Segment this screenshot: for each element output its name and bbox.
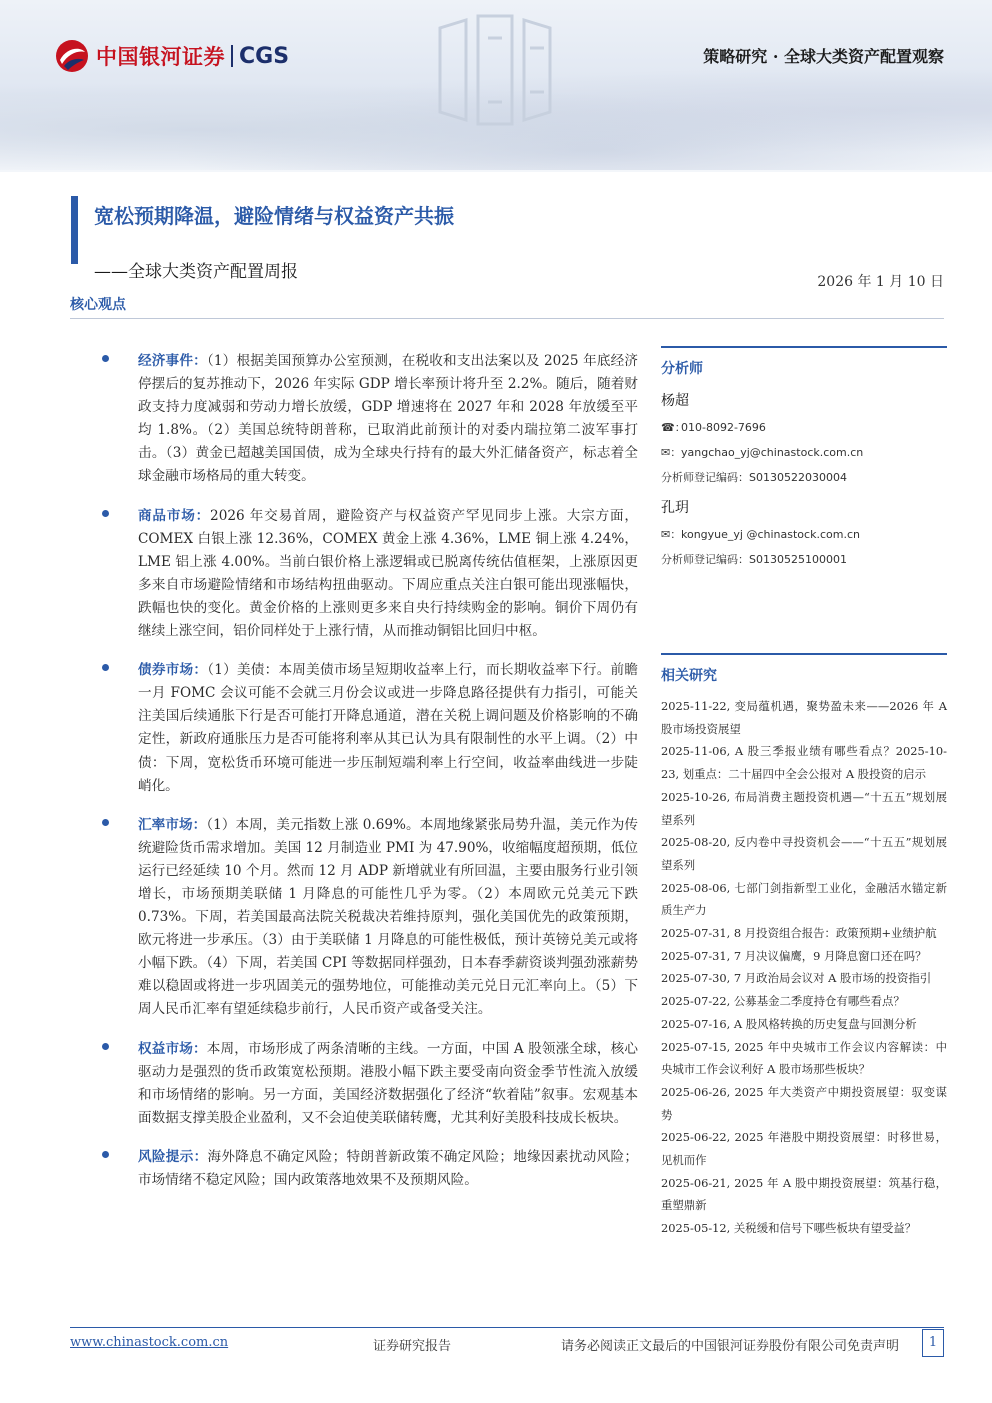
bullet-dot-icon	[102, 1151, 109, 1158]
research-item[interactable]: 2025-11-22, 变局蕴机遇，聚势盈未来——2026 年 A 股市场投资展望	[661, 699, 947, 736]
core-views-label: 核心观点	[70, 297, 126, 313]
research-item[interactable]: 2025-07-22, 公募基金二季度持仓有哪些看点？	[661, 994, 905, 1009]
analyst-reg-label: 分析师登记编码：	[661, 553, 749, 566]
analyst-email[interactable]: kongyue_yj @chinastock.com.cn	[681, 527, 860, 541]
bullet-text: 2026 年交易首周，避险资产与权益资产罕见同步上涨。大宗方面，COMEX 白银上涨 12.36%，COMEX 黄金上涨 4.36%，LME 铜上涨 4.24%，LME 铝上涨 4.00%。当前白银价格上涨逻辑或已脱离传统估值框架，上涨原因更多来自市场避险情绪和市场结构扭曲驱动。下周应重点关注白银可能出现涨幅快，跌幅也快的变化。黄金价格的上涨则更多来自央行持续购金的影响。铜价下周仍有继续上涨空间，铝价同样处于上涨行情，从而推动铜铝比回归中枢。	[138, 507, 638, 640]
page-number: 1	[922, 1329, 944, 1357]
research-divider	[661, 653, 947, 655]
bullet-dot-icon	[102, 510, 109, 517]
galaxy-logo-icon	[54, 38, 90, 74]
bullet-commodity-market	[100, 505, 638, 644]
bullet-heading: 经济事件：	[138, 353, 207, 369]
bullet-heading: 债券市场：	[138, 662, 208, 679]
bullet-heading: 风险提示：	[138, 1148, 208, 1165]
bullet-heading: 汇率市场：	[138, 816, 207, 833]
related-research-section	[661, 653, 947, 1240]
analyst-card	[661, 390, 947, 485]
research-item[interactable]: 2025-06-21, 2025 年 A 股中期投资展望：筑基行稳，重塑鼎新	[661, 1175, 947, 1213]
logo-chinese-name: 中国银河证券	[96, 45, 225, 69]
phone-icon: ☎：	[661, 421, 686, 434]
research-item[interactable]: 2025-08-06, 七部门剑指新型工业化，金融活水锚定新质生产力	[661, 880, 947, 918]
analyst-phone-line	[661, 419, 947, 435]
core-views-list	[100, 350, 638, 1208]
footer-website-link[interactable]: www.chinastock.com.cn	[70, 1335, 229, 1350]
report-title: 宽松预期降温，避险情绪与权益资产共振	[94, 204, 454, 228]
research-item[interactable]: 2025-07-31, 8 月投资组合报告：政策预期+业绩护航	[661, 926, 937, 941]
bullet-heading: 权益市场：	[138, 1040, 207, 1057]
research-item[interactable]: 2025-07-31, 7 月决议偏鹰，9 月降息窗口还在吗？	[661, 948, 927, 963]
cgs-watermark-logo	[430, 8, 560, 132]
report-subtitle: ——全球大类资产配置周报	[94, 262, 298, 282]
analyst-email-line	[661, 526, 947, 542]
bullet-dot-icon	[102, 355, 109, 362]
analyst-reg-label: 分析师登记编码：	[661, 471, 749, 484]
analyst-reg-code: S0130522030004	[749, 470, 847, 484]
research-list	[661, 695, 947, 1240]
footer-disclaimer: 请务必阅读正文最后的中国银河证券股份有限公司免责声明	[561, 1339, 900, 1354]
title-accent-bar	[71, 196, 78, 264]
email-icon: ✉：	[661, 446, 682, 459]
bullet-economic-events	[100, 350, 638, 489]
bullet-equity-market	[100, 1038, 638, 1130]
bullet-dot-icon	[102, 1043, 109, 1050]
research-item[interactable]: 2025-08-20, 反内卷中寻投资机会——“十五五”规划展望系列	[661, 835, 947, 872]
bullet-bond-market	[100, 659, 638, 798]
bullet-risk-warning	[100, 1146, 638, 1192]
research-heading: 相关研究	[661, 668, 717, 684]
analyst-name: 杨超	[661, 393, 689, 409]
bullet-text: 本周，市场形成了两条清晰的主线。一方面，中国 A 股领涨全球，核心驱动力是强烈的货币政策宽松预期。港股小幅下跌主要受南向资金季节性流入放缓和市场情绪的影响。另一方面，美国经济数据强化了经济“软着陆”叙事。宏观基本面数据支撑美股企业盈利，又不会迫使美联储转鹰，尤其利好美股科技成长板块。	[138, 1040, 639, 1126]
research-item[interactable]: 2025-10-26, 布局消费主题投资机遇—“十五五”规划展望系列	[661, 789, 947, 827]
bullet-fx-market	[100, 814, 638, 1022]
research-item[interactable]: 2025-07-30, 7 月政治局会议对 A 股市场的投资指引	[661, 971, 932, 986]
analyst-heading: 分析师	[661, 361, 703, 377]
bullet-dot-icon	[102, 664, 109, 671]
report-date: 2026 年 1 月 10 日	[817, 274, 944, 290]
research-item[interactable]: 2025-05-12, 关税缓和信号下哪些板块有望受益？	[661, 1221, 917, 1236]
logo-separator	[231, 45, 233, 67]
analyst-reg-line	[661, 469, 947, 485]
analyst-email-line	[661, 444, 947, 460]
analyst-name: 孔玥	[661, 500, 689, 516]
bullet-text: 海外降息不确定风险；特朗普新政策不确定风险；地缘因素扰动风险；市场情绪不稳定风险；国内政策落地效果不及预期风险。	[138, 1148, 639, 1188]
header-band	[0, 0, 992, 172]
report-category: 策略研究 · 全球大类资产配置观察	[703, 47, 944, 66]
research-item[interactable]: 2025-11-06, A 股三季报业绩有哪些看点？2025-10-23, 划重点：二十届四中全会公报对 A 股投资的启示	[661, 744, 947, 782]
analyst-reg-code: S0130525100001	[749, 552, 847, 566]
analyst-divider	[661, 346, 947, 348]
bullet-heading: 商品市场：	[138, 507, 211, 524]
analyst-email[interactable]: yangchao_yj@chinastock.com.cn	[681, 445, 864, 459]
research-item[interactable]: 2025-07-16, A 股风格转换的历史复盘与回测分析	[661, 1016, 917, 1031]
bullet-text: （1）美债：本周美债市场呈短期收益率上行，而长期收益率下行。前瞻一月 FOMC 会议可能不会就三月份会议或进一步降息路径提供有力指引，可能关注美国后续通胀下行是否可能打开降息通道，潜在关税上调问题及价格影响的不确定性，新政府通胀压力是否可能将利率从其已认为具有限制性的水平上调。（2）中债：下周，宽松货币环境可能进一步压制短端利率上行空间，收益率曲线进一步陡峭化。	[138, 662, 638, 794]
bullet-dot-icon	[102, 819, 109, 826]
email-icon: ✉：	[661, 528, 682, 541]
research-item[interactable]: 2025-06-22, 2025 年港股中期投资展望：时移世易，见机而作	[661, 1130, 947, 1168]
bullet-text: （1）根据美国预算办公室预测，在税收和支出法案以及 2025 年底经济停摆后的复苏推动下，2026 年实际 GDP 增长率预计将升至 2.2%。随后，随着财政支持力度减弱和劳动力增长放缓，GDP 增速将在 2027 年和 2028 年放缓至平均 1.8%。（2）美国总统特朗普称，已取消此前预计的对委内瑞拉第二波军事打击。（3）黄金已超越美国国债，成为全球央行持有的最大外汇储备资产，标志着全球金融市场格局的重大转变。	[138, 353, 638, 485]
bullet-text: （1）本周，美元指数上涨 0.69%。本周地缘紧张局势升温，美元作为传统避险货币需求增加。美国 12 月制造业 PMI 为 47.90%，收缩幅度超预期，低位运行已经延续 10 个月。然而 12 月 ADP 新增就业有所回温，主要由服务行业引领增长，市场预期美联储 1 月降息的可能性几乎为零。（2）本周欧元兑美元下跌 0.73%。下周，若美国最高法院关税裁决若维持原判，强化美国优先的政策预期，欧元将进一步承压。（3）由于美联储 1 月降息的可能性极低，预计英镑兑美元或将小幅下跌。（4）下周，若美国 CPI 等数据同样强劲，日本春季薪资谈判强劲涨薪势难以稳固或将进一步巩固美元的强势地位，可能推动美元兑日元汇率向上。（5）下周人民币汇率有望延续稳步前行，人民币资产或备受关注。	[138, 816, 638, 1018]
footer-report-type: 证券研究报告	[373, 1339, 452, 1354]
analyst-reg-line	[661, 551, 947, 567]
sidebar	[661, 346, 947, 1240]
analyst-card	[661, 497, 947, 567]
brand-logo[interactable]	[54, 38, 289, 74]
research-item[interactable]: 2025-07-15, 2025 年中央城市工作会议内容解读：中央城市工作会议利好 A 股市场那些板块？	[661, 1039, 947, 1077]
analyst-phone: 010-8092-7696	[681, 420, 766, 434]
logo-english-name: CGS	[239, 43, 290, 69]
research-item[interactable]: 2025-06-26, 2025 年大类资产中期投资展望：驭变谋势	[661, 1084, 947, 1122]
core-divider	[70, 318, 944, 319]
footer-divider	[70, 1327, 944, 1328]
